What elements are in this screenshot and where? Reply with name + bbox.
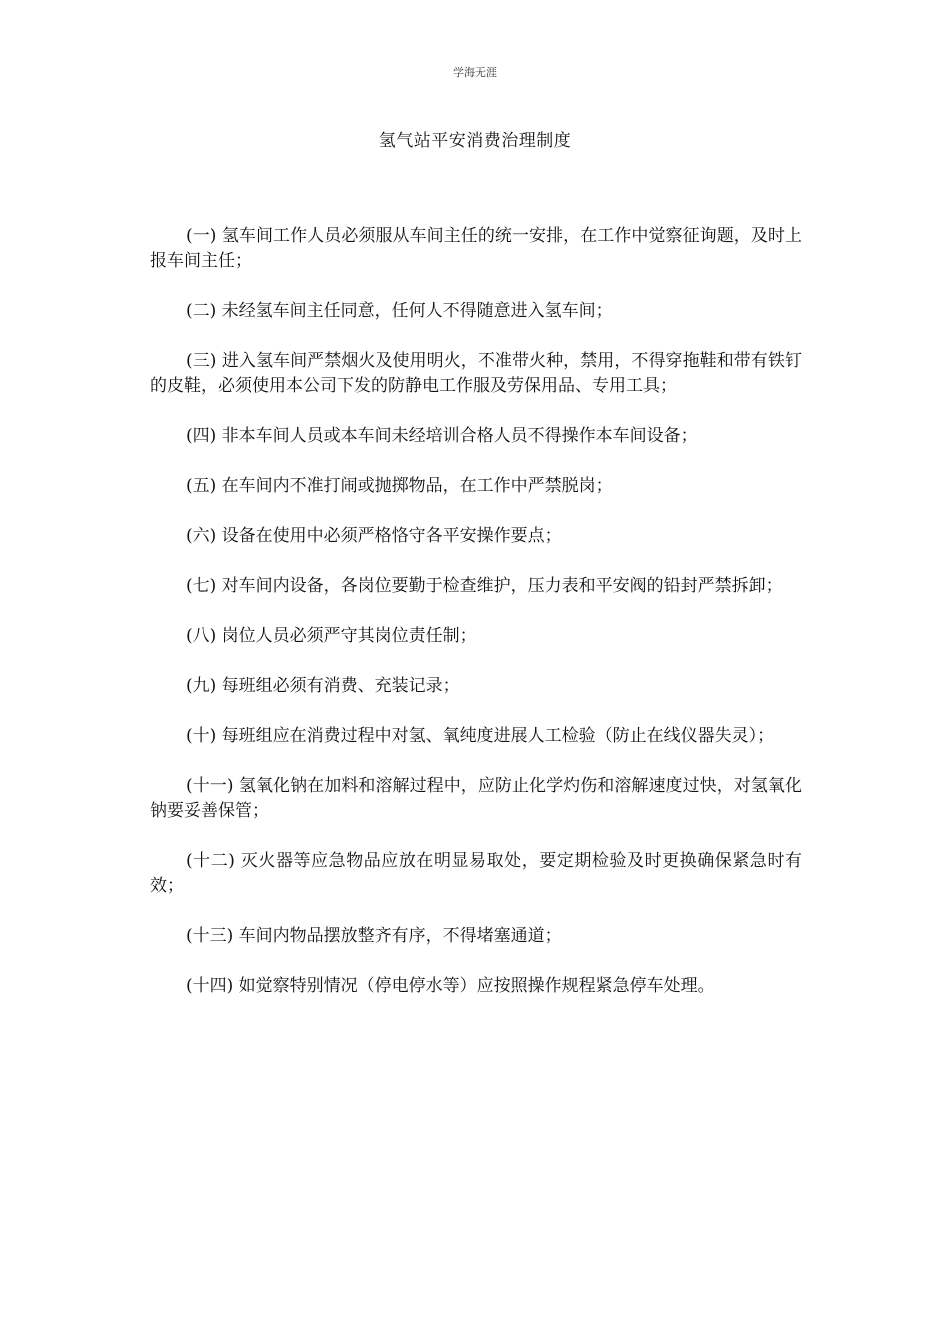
rule-paragraph-2: (二) 未经氢车间主任同意，任何人不得随意进入氢车间；: [186, 301, 613, 321]
rule-paragraph-13: (十三) 车间内物品摆放整齐有序，不得堵塞通道；: [186, 926, 562, 946]
rule-paragraph-5: (五) 在车间内不准打闹或抛掷物品，在工作中严禁脱岗；: [186, 476, 613, 496]
rule-paragraph-1: (一) 氢车间工作人员必须服从车间主任的统一安排，在工作中觉察征询题，及时上报车间主任；: [150, 226, 802, 271]
rule-paragraph-4: (四) 非本车间人员或本车间未经培训合格人员不得操作本车间设备；: [186, 426, 698, 446]
document-title: 氢气站平安消费治理制度: [378, 131, 572, 151]
rule-paragraph-9: (九) 每班组必须有消费、充装记录；: [186, 676, 460, 696]
rule-paragraph-6: (六) 设备在使用中必须严格恪守各平安操作要点；: [186, 526, 562, 546]
rule-paragraph-11: (十一) 氢氧化钠在加料和溶解过程中，应防止化学灼伤和溶解速度过快，对氢氧化钠要妥善保管；: [150, 776, 802, 821]
rule-paragraph-3: (三) 进入氢车间严禁烟火及使用明火，不准带火种，禁用，不得穿拖鞋和带有铁钉的皮鞋，必须使用本公司下发的防静电工作服及劳保用品、专用工具；: [150, 351, 802, 396]
page-header: 学海无涯: [453, 66, 497, 79]
rule-paragraph-12: (十二) 灭火器等应急物品应放在明显易取处，要定期检验及时更换确保紧急时有效；: [150, 851, 802, 896]
document-body: [150, 224, 802, 1024]
rule-paragraph-10: (十) 每班组应在消费过程中对氢、氧纯度进展人工检验（防止在线仪器失灵）；: [186, 726, 775, 746]
rule-paragraph-14: (十四) 如觉察特别情况（停电停水等）应按照操作规程紧急停车处理。: [186, 976, 715, 996]
rule-paragraph-7: (七) 对车间内设备，各岗位要勤于检查维护，压力表和平安阀的铅封严禁拆卸；: [186, 576, 783, 596]
rule-paragraph-8: (八) 岗位人员必须严守其岗位责任制；: [186, 626, 477, 646]
